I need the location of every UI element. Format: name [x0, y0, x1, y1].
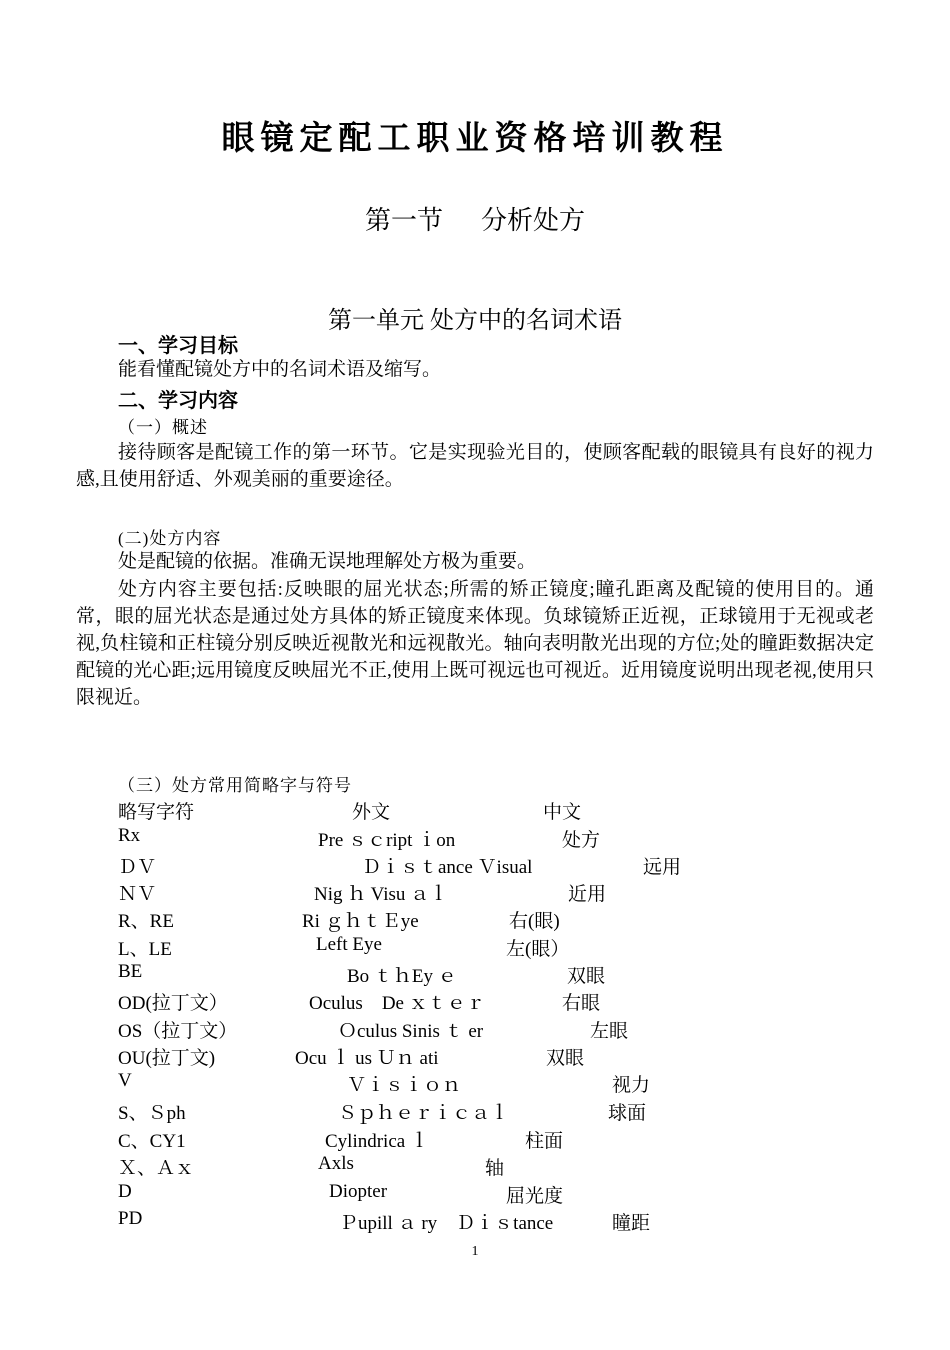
chinese-term: 轴	[485, 1158, 505, 1179]
overview-paragraph: 接待顾客是配镜工作的第一环节。它是实现验光目的，使顾客配载的眼镜具有良好的视力感,且使用舒适、外观美丽的重要途径。	[76, 442, 874, 490]
prescription-content-paragraph: 处方内容主要包括:反映眼的屈光状态;所需的矫正镜度;瞳孔距离及配镜的使用目的。通常，眼的屈光状态是通过处方具体的矫正镜度来体现。负球镜矫正近视，正球镜用于无视或老视,负柱镜和正柱镜分别反映近视散光和远视散光。轴向表明散光出现的方位;处的瞳距数据决定配镜的光心距;远用镜度反映屈光不正,使用上既可视远也可视近。近用镜度说明出现老视,使用只限视近。	[76, 579, 874, 708]
abbreviation-row	[0, 879, 950, 906]
chinese-term: 屈光度	[506, 1186, 564, 1207]
foreign-term: Diopter	[329, 1181, 388, 1202]
foreign-term: Axls	[318, 1153, 354, 1174]
foreign-term: Nig ｈ Visu ａｌ	[314, 884, 449, 905]
chinese-term: 左眼	[590, 1021, 629, 1042]
foreign-term: Left Eye	[316, 934, 382, 955]
foreign-term: Ri ｇｈｔＥye	[302, 911, 419, 932]
learning-goals-text: 能看懂配镜处方中的名词术语及缩写。	[118, 359, 442, 380]
header-foreign: 外文	[352, 802, 391, 823]
section-title	[0, 200, 950, 237]
heading-learning-goals: 一、学习目标	[118, 333, 238, 357]
abbreviation-row	[0, 1016, 950, 1043]
unit-title: 第一单元 处方中的名词术语	[328, 308, 622, 334]
chinese-term: 右眼	[562, 993, 601, 1014]
abbreviation: R、RE	[118, 911, 174, 932]
chinese-term: 柱面	[525, 1131, 564, 1152]
abbreviation-row	[0, 934, 950, 961]
section-name: 分析处方	[481, 206, 586, 235]
abbreviation: ＮＶ	[118, 884, 157, 905]
abbreviation-row	[0, 1043, 950, 1070]
section-number: 第一节	[364, 206, 443, 235]
abbreviation: D	[118, 1181, 132, 1202]
chinese-term: 右(眼)	[509, 911, 560, 932]
prescription-content-line: 处是配镜的依据。准确无误地理解处方极为重要。	[118, 551, 537, 572]
foreign-term: Ocu ｌ us Ｕｎ ati	[295, 1048, 439, 1069]
abbreviation-row	[0, 1208, 950, 1235]
foreign-term: Oculus Dе ｘｔｅｒ	[309, 993, 485, 1014]
foreign-term: Ｄｉｓｔance Ｖisual	[362, 857, 533, 878]
abbreviation: Ｘ、Ａｘ	[118, 1158, 195, 1179]
chinese-term: 球面	[608, 1103, 647, 1124]
abbreviation-row	[0, 1070, 950, 1097]
chinese-term: 双眼	[546, 1048, 585, 1069]
chinese-term: 近用	[568, 884, 607, 905]
header-chinese: 中文	[543, 802, 582, 823]
page-number: 1	[471, 1244, 479, 1259]
foreign-term: Cylindrica ｌ	[325, 1131, 429, 1152]
header-abbreviation: 略写字符	[118, 802, 195, 823]
abbreviation-row	[0, 1153, 950, 1180]
foreign-term: Bo ｔｈEy ｅ	[347, 966, 457, 987]
subheading-overview: （一）概述	[118, 418, 208, 437]
abbreviation-row	[0, 1126, 950, 1153]
abbreviation: L、LE	[118, 939, 172, 960]
abbreviation: C、CY1	[118, 1131, 186, 1152]
chinese-term: 处方	[562, 830, 601, 851]
chinese-term: 瞳距	[612, 1213, 651, 1234]
foreign-term: Ｖｉｓｉｏｎ	[347, 1075, 462, 1096]
abbreviation: ＤＶ	[118, 857, 157, 878]
heading-learning-content: 二、学习内容	[118, 388, 238, 412]
foreign-term: Pre ｓｃript ｉon	[318, 830, 456, 851]
abbreviation: BE	[118, 961, 143, 982]
subheading-prescription-content: (二)处方内容	[118, 529, 222, 548]
chinese-term: 视力	[612, 1075, 651, 1096]
abbreviation-row	[0, 961, 950, 988]
abbreviation: OU(拉丁文)	[118, 1048, 216, 1069]
abbreviation: S、Ｓph	[118, 1103, 186, 1124]
abbreviation: PD	[118, 1208, 143, 1229]
foreign-term: Ｐupill ａ ry Ｄｉｓtance	[339, 1213, 554, 1234]
abbreviation: OS（拉丁文）	[118, 1021, 238, 1042]
abbreviation-row	[0, 906, 950, 933]
subheading-abbreviations: （三）处方常用简略字与符号	[118, 776, 352, 795]
abbreviation: OD(拉丁文）	[118, 993, 228, 1014]
abbreviation-row	[0, 988, 950, 1015]
chinese-term: 左(眼）	[506, 939, 570, 960]
foreign-term: Ｏculus Sinis ｔ er	[338, 1021, 484, 1042]
abbreviation-table-header	[0, 797, 950, 824]
foreign-term: Ｓｐｈｅｒｉｃａｌ	[338, 1103, 510, 1124]
abbreviation-row	[0, 825, 950, 852]
abbreviation-row	[0, 852, 950, 879]
abbreviation-row	[0, 1098, 950, 1125]
abbreviation-row	[0, 1181, 950, 1208]
chinese-term: 远用	[643, 857, 682, 878]
abbreviation: Rx	[118, 825, 141, 846]
chinese-term: 双眼	[567, 966, 606, 987]
document-title: 眼镜定配工职业资格培训教程	[221, 118, 729, 157]
abbreviation: V	[118, 1070, 132, 1091]
